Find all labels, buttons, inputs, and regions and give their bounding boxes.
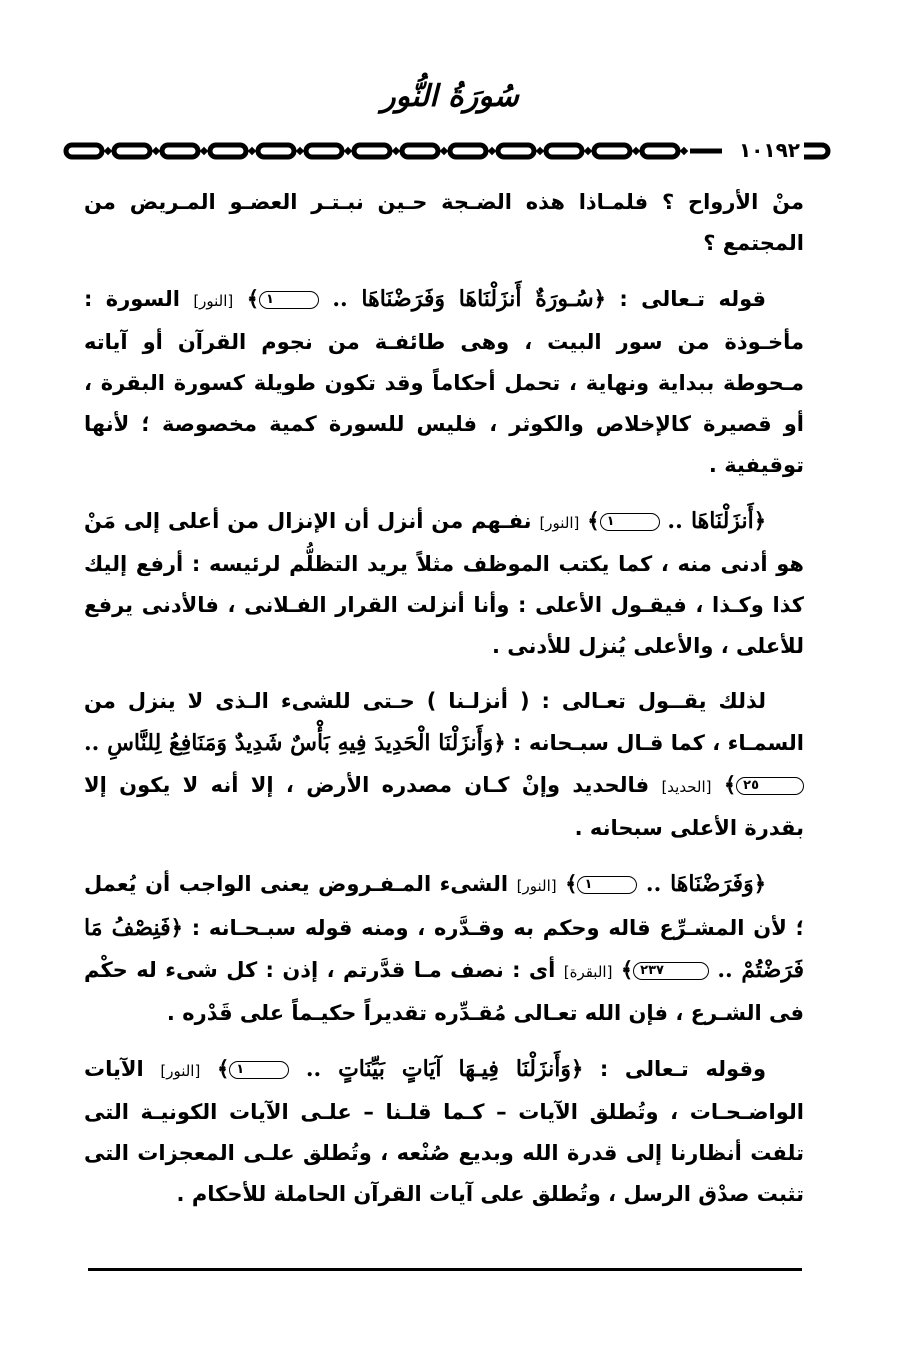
ayah-number: ١ bbox=[229, 1061, 289, 1079]
paragraph-3 bbox=[84, 500, 804, 667]
chain-link bbox=[450, 145, 486, 157]
surah-reference: [النور] bbox=[193, 292, 234, 310]
open-bracket: ﴿ bbox=[170, 915, 183, 940]
open-bracket: ﴿ bbox=[753, 508, 766, 533]
chain-diamond bbox=[152, 147, 160, 155]
close-bracket: ﴾ bbox=[216, 1056, 230, 1081]
surah-reference: [البقرة] bbox=[563, 963, 613, 981]
chain-link bbox=[162, 145, 198, 157]
chain-diamond bbox=[296, 147, 304, 155]
surah-reference: [النور] bbox=[516, 877, 557, 895]
quran-verse: وَأَنزَلْنَا فِيـهَا آيَاتٍ بَيِّنَاتٍ .. bbox=[305, 1056, 571, 1082]
close-bracket: ﴾ bbox=[246, 286, 259, 311]
paragraph-2 bbox=[84, 278, 804, 486]
text-segment: أى : نصف مـا قدَّرتم ، إذن : كل شىء له حكْم فى الشـرع ، فإن الله تعـالى مُقـدِّره تقديراً حكيـماً على قَدْره . bbox=[84, 958, 804, 1025]
chain-diamond bbox=[584, 147, 592, 155]
chain-diamond bbox=[344, 147, 352, 155]
chain-link bbox=[114, 145, 150, 157]
bottom-divider bbox=[88, 1268, 802, 1271]
close-bracket: ﴾ bbox=[620, 957, 634, 982]
chain-link bbox=[306, 145, 342, 157]
open-bracket: ﴿ bbox=[753, 871, 767, 896]
ayah-number: ٢٣٧ bbox=[633, 962, 709, 980]
page-number: ١٠١٩٢ bbox=[735, 136, 804, 164]
chain-diamond bbox=[392, 147, 400, 155]
chain-diamond bbox=[200, 147, 208, 155]
main-text bbox=[84, 182, 804, 1229]
open-bracket: ﴿ bbox=[493, 730, 506, 755]
surah-title: سُورَةُ النُّور bbox=[381, 79, 519, 114]
text-segment: السورة : مأخـوذة من سور البيت ، وهى طائفـة من نجوم القرآن أو آياته مـحوطة ببداية ونهاية ، تحمل أحكاماً وقد تكون طويلة كسورة البقرة ، أو قصيرة كالإخلاص والكوثر ، فليس للسورة كمية مخصوصة ؛ لأنها توقيفية . bbox=[84, 287, 804, 477]
chain-diamond bbox=[440, 147, 448, 155]
open-bracket: ﴿ bbox=[570, 1056, 584, 1081]
text-segment: الشىء المـفـروض يعنى الواجب أن يُعمل ؛ لأن المشـرِّع قاله وحكم به وقـدَّره ، ومنه قوله سبـحـانه : bbox=[84, 872, 804, 940]
text-segment: منْ الأرواح ؟ فلمـاذا هذه الضـجة حـين نبـتـر العضـو المـريض من المجتمع ؟ bbox=[84, 190, 804, 255]
ayah-number: ٢٥ bbox=[736, 777, 804, 795]
surah-reference: [الحديد] bbox=[661, 778, 712, 796]
chain-link bbox=[210, 145, 246, 157]
text-segment: الآيات الواضـحـات ، وتُطلق الآيات – كـما قلـنا – علـى الآيات الكونيـة التى تلفت أنظارنا إلى قدرة الله وبديع صُنْعه ، وتُطلق علـى المعجزات التى تثبت صدْق الرسل ، وتُطلق على آيات القرآن الحاملة للأحكام . bbox=[84, 1057, 804, 1206]
paragraph-1 bbox=[84, 182, 804, 264]
close-bracket: ﴾ bbox=[565, 871, 578, 896]
paragraph-5 bbox=[84, 863, 804, 1034]
text-segment: لذلك يقــول تعـالى : ( أنزلـنا ) حـتى للشىء الـذى لا ينزل من السمـاء ، كما قـال سبـحانه : bbox=[84, 689, 805, 755]
ornament-border bbox=[62, 138, 838, 164]
ayah-number: ١ bbox=[577, 876, 637, 894]
ayah-number: ١ bbox=[259, 291, 319, 309]
paragraph-4 bbox=[84, 681, 804, 849]
chain-link bbox=[66, 145, 102, 157]
chain-link bbox=[402, 145, 438, 157]
quran-verse: وَفَرَضْنَاهَا .. bbox=[645, 871, 754, 897]
chain-ornament-icon bbox=[62, 138, 838, 164]
paragraph-6 bbox=[84, 1048, 804, 1215]
text-segment: وقوله تـعالى : bbox=[599, 1057, 767, 1081]
chain-link bbox=[642, 145, 678, 157]
chain-diamond bbox=[248, 147, 256, 155]
chain-link bbox=[354, 145, 390, 157]
quran-verse: أَنزَلْنَاهَا .. bbox=[667, 508, 754, 534]
quran-verse: وَأَنزَلْنَا الْحَدِيدَ فِيهِ بَأْسٌ شَدِيدٌ وَمَنَافِعُ لِلنَّاسِ .. bbox=[84, 730, 494, 756]
close-bracket: ﴾ bbox=[587, 508, 600, 533]
quran-verse: فَنِصْفُ مَا فَرَضْتُمْ .. bbox=[84, 915, 805, 983]
surah-reference: [النور] bbox=[539, 514, 580, 532]
close-bracket: ﴾ bbox=[723, 772, 737, 797]
text-segment: قوله تـعالى : bbox=[619, 287, 767, 311]
surah-reference: [النور] bbox=[160, 1062, 201, 1080]
chain-diamond bbox=[632, 147, 640, 155]
chain-link bbox=[594, 145, 630, 157]
chain-diamond bbox=[104, 147, 112, 155]
open-bracket: ﴿ bbox=[593, 286, 606, 311]
chain-diamond bbox=[488, 147, 496, 155]
text-segment: نفـهم من أنزل أن الإنزال من أعلى إلى مَنْ هو أدنى منه ، كما يكتب الموظف مثلاً يريد التظلُّم لرئيسه : أرفع إليك كذا وكـذا ، فيقـول الأعلى : وأنا أنزلت القرار الفـلانى ، فالأدنى يرفع للأعلى ، والأعلى يُنزل للأدنى . bbox=[84, 509, 804, 658]
chain-link bbox=[258, 145, 294, 157]
chain-link bbox=[498, 145, 534, 157]
ayah-number: ١ bbox=[600, 513, 660, 531]
quran-verse: سُـورَةٌ أَنزَلْنَاهَا وَفَرَضْنَاهَا .. bbox=[332, 286, 594, 312]
page-header bbox=[0, 72, 900, 122]
chain-diamond bbox=[536, 147, 544, 155]
chain-link bbox=[546, 145, 582, 157]
text-segment: فالحديد وإنْ كـان مصدره الأرض ، إلا أنه لا يكون إلا بقدرة الأعلى سبحانه . bbox=[84, 773, 804, 840]
chain-diamond bbox=[680, 147, 688, 155]
